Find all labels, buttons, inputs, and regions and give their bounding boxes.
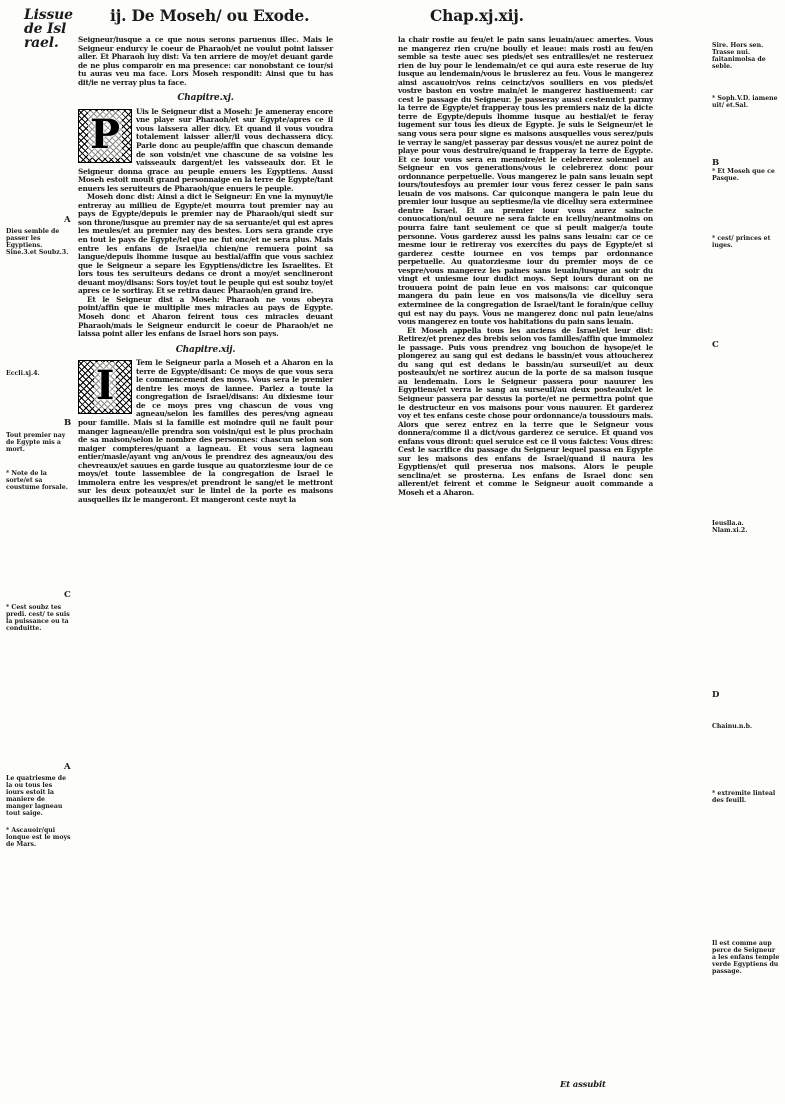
marginal-note-left-7: * Ascauoir/qui lonque est le moys de Mars. (6, 827, 71, 849)
marginal-marker-d-right: D (712, 690, 720, 700)
marginal-note-left-2: Eccli.xj.4. (6, 370, 40, 377)
paragraph-right-1: la chair rostie au feu/et le pain sans leuain/auec amertes. Vous ne mangerez rien cru/ne boully et leaue: mais rosti au feu/en semble sa teste auec ses pieds/et ses entrailles/et ne resteruez rien de luy pour le lendemain/et ce qui aura este reserue de luy iusque au lendemain/vous le bruslerez au feu. Vous le mangerez ainsi ascauoir/vos reins ceinctz/vos soulliers en vos pieds/et vostre baston en vostre main/et le mangerez hastiuement: car cest le passage du Seigneur. Je passeray aussi cestenuict parmy la terre de Egypte/et frapperay tous les premiers naiz de la dicte terre de Egypte/depuis lhomme iusque au bestial/et ie feray iugement sur tous les dieux de Egypte. Je suis le Seigneur/et le sang vous sera pour signe es maisons ausquelles vous serez/puis ie verray le sang/et passeray par dessus vous/et ne aurez point de playe pour vous destruire/quand ie frapperay la terre de Egypte. Et ce iour vous sera en memoire/et le celebrerez solennel au Seigneur en vos generations/vous le celebrerez donc pour ordonnance perpetuelle. Vous mangerez le pain sans leuain sept iours/toutesfoys au premier iour vous ferez cesser le pain sans leuain de vos maisons. Car quiconque mangera le pain leue du premier iour iusque au septiesme/la vie dicelluy sera exterminee dentre Israel. Et au premier iour vous aurez saincte conuocation/nul oeuure ne sera faicte en icelluy/neantmoins on pourra faire tant seulement ce que si peult maiger/a toute personne. Vous garderez aussi les pains sans leuain: car ce ce mesme iour ie retireray vos exercites du pays de Egypte/et si garderez cestte iournee en vos temps par ordonnance perpetuelle. Au quatorziesme iour du premier moys de ce vespre/vous mangerez les paines sans leuain/iusque au soir du vingt et uniesme iour dudict moys. Sept iours durant on ne trouuera point de pain leue en vos maisons: car quiconque mangera du pain leue en vos maisons/la vie dicelluy sera exterminee de la congregation de Israel/tant le forain/que celluy qui est nay du pays. Vous ne mangerez donc nul pain leue/ains vous mangerez en toute vos habitations du pain sans leuain. (398, 35, 653, 327)
chapter-heading-11: Chapitre.xj. (177, 93, 234, 104)
marginal-note-right-3: * Et Moseh que ce Pasque. (712, 168, 775, 183)
marginal-note-right-2: * Soph.V.D. iamene uit/ et.Sal. (712, 95, 778, 110)
paragraph-11-1: Uis le Seigneur dist a Moseh: Je ameneray encore vne playe sur Pharaoh/et sur Egypte/apres ce il vous laissera aller dicy. Et quand il vous voudra totalement laisser aller/il vous dechassera dicy. Parle donc au peuple/affin que chascun demande de son voisin/et vne chascune de sa voisine les vaisseaulx dargent/et les vaisseaulx dor. Et le Seigneur donna grace au peuple enuers les Egyptiens. Aussi Moseh estoit moult grand personnaige en la terre de Egypte/tant enuers les seruiteurs de Pharaoh/que enuers le peuple. (78, 106, 333, 193)
paragraph-11-3: Et le Seigneur dist a Moseh: Pharaoh ne vous obeyra point/affin que ie multiplie mes miracles au pays de Egypte. Moseh donc et Aharon feirent tous ces miracles deuant Pharaoh/mais le Seigneur endurcit le coeur de Pharaoh/et ne laissa point aller les enfans de Israel hors son pays. (78, 294, 333, 339)
dropcap-block-12 (78, 359, 333, 504)
paragraph-right-2: Et Moseh appella tous les anciens de Israel/et leur dist: Retirez/et prenez des brebis selon vos familles/affin que immolez le passage. Puis vous prendrez vng bouchon de hysope/et le plongerez au sang qui est dedans le bassin/et vous attoucherez du sang qui est dedans le bassin/au surseuil/et au deux posteaulx/et ne sortirez aucun de la porte de sa maison iusque au lendemain. Lors le Seigneur passera pour nauurer les Egyptiens/et verra le sang au surseuil/au deux posteaulx/et le Seigneur passera par dessus la porte/et ne permettra point que le destructeur en vos maisons pour vous nauurer. Et garderez voy et tes enfans ceste chose pour ordonnance/a toussiours mais. Alors que serez entrez en la terre que le Seigneur vous donnera/comme il a dict/vous garderez ce seruice. Et quand vos enfans vous diront: quel seruice est ce il vous faictes: Vous dires: Cest le sacrifice du passage du Seigneur lequel passa en Egypte sur les maisons des enfans de Israel/quand il naura les Egyptiens/et quil preserua nos maisons. Alors le peuple senclina/et se prosterna. Les enfans de Israel donc sen allerent/et feirent et comme le Seigneur auoit commande a Moseh et a Aharon. (398, 325, 653, 497)
marginal-note-left-5: * Cest soubz tes predi. cest/ te suis la puissance ou ta conduitte. (6, 604, 70, 633)
running-head-left-line-1: Lissue (24, 7, 73, 23)
page-header (0, 6, 785, 51)
marginal-note-left-1: Dieu semble de passer les Egyptiens. Sine.3.et Soubz.3. (6, 228, 69, 257)
paragraph-opening: Seigneur/iusque a ce que nous serons paruenus illec. Mais le Seigneur endurcy le coeur de Pharaoh/et ne voulut point laisser aller. Et Pharaoh luy dist: Va ten arriere de moy/et deuant garde de ne plus comparoir en ma presence: car nonobstant ce iour/si tu auras veu ma face. Lors Moseh respondit: Ainsi que tu has dit/ie ne verray plus ta face. (78, 35, 333, 87)
marginal-marker-a2-left: A (64, 762, 71, 772)
running-head-center: ij. De Moseh/ ou Exode. (110, 6, 310, 25)
marginal-note-right-6: Chainu.n.b. (712, 723, 753, 730)
marginal-marker-b-right: B (712, 158, 720, 168)
marginal-marker-b-left: B (64, 418, 72, 428)
marginal-note-right-7: * extremite linteal des feuill. (712, 790, 776, 805)
marginal-note-left-3: Tout premier nay de Egypte mis a mort. (6, 432, 66, 454)
catchword: Et assubit (560, 1080, 606, 1090)
text-column-left (78, 36, 333, 504)
marginal-note-right-8: Il est comme aup perce de Seigneur a les enfans temple verde Egyptiens du passage. (712, 940, 780, 976)
marginal-note-left-6: Le quatriesme de la ou tous les iours estoit la maniere de manger lagneau tout saige. (6, 775, 67, 818)
marginal-note-right-1: Sire. Hors sen. Trasse nui. faitanimolsa de seble. (712, 42, 766, 71)
marginal-marker-c-right: C (712, 340, 719, 350)
marginal-marker-a-left: A (64, 215, 71, 225)
running-head-left-line-3: rael. (24, 35, 59, 51)
paragraph-12-1: Tem le Seigneur parla a Moseh et a Aharon en la terre de Egypte/disant: Ce moys de que vous sera le commencement des moys. Vous sera le premier dentre les moys de lannee. Parlez a toute la congregation de Israel/disans: Au dixiesme iour de ce moys pres vng chascun de vous vng agneau/selon les familles des peres/vng agneau pour famille. Mais si la famille est moindre quil ne fault pour manger lagneau/elle prendra son voisin/qui est le plus prochain de sa maison/selon le nombre des personnes: chascun selon son maiger compteres/quant a lagneau. Et vous sera lagneau entier/masle/ayant vng an/vous le prendrez des agneaux/ou des chevreaux/et sauues en garde iusque au quatorziesme iour de ce moys/et toute lassemblee de la congregation de Israel le immolera entre les vespres/et prendront le sang/et le mettront sur les deux poteaux/et sur le lintel de la porte es maisons ausquelles ilz le mangeront. Et mangeront ceste nuyt la (78, 358, 333, 504)
marginal-note-left-4: * Note de la sorte/et sa coustume forsale. (6, 470, 68, 492)
running-head-left (24, 8, 84, 50)
column-gutter (386, 36, 387, 1076)
running-head-left-line-2: de Isl (24, 21, 67, 37)
drop-capital-initial-2: I (78, 360, 132, 414)
chapter-heading-12: Chapitre.xij. (175, 344, 236, 355)
running-head-right: Chap.xj.xij. (430, 6, 524, 25)
text-column-right (398, 36, 653, 498)
marginal-note-right-4: * cest/ princes et iuges. (712, 235, 771, 250)
marginal-note-right-5: Ieuslla.a. Nlam.xi.2. (712, 520, 748, 535)
marginal-marker-c-left: C (64, 590, 71, 600)
paragraph-11-2: Moseh donc dist: Ainsi a dict le Seigneur: En vne la mynuyt/ie entreray au millieu de Egypte/et mourra tout premier nay au pays de Egypte/depuis le premier nay de Pharaoh/qui siedt sur son throne/iusque au premier nay de sa seruante/et qui est apres les meules/et au premier nay des bestes. Lors sera grande crye en tout le pays de Egypte/tel que ne fut onc/et ne sera plus. Mais entre les enfans de Israel/ia chien/ne remuera point sa langue/depuis lhomme iusque au bestial/affin que vous sachiez que le Seigneur a separe les Egyptiens/dictre les Israelites. Et lors tous tes seruiteurs dedans ce dront a moy/et senclineront deuant moy/disans: Sors toy/et tout le peuple qui est soubz toy/et apres ce ie sortiray. Et se retira dauec Pharaoh/en grand ire. (78, 192, 333, 296)
dropcap-block-11 (78, 108, 333, 193)
drop-capital-initial: P (78, 109, 132, 163)
